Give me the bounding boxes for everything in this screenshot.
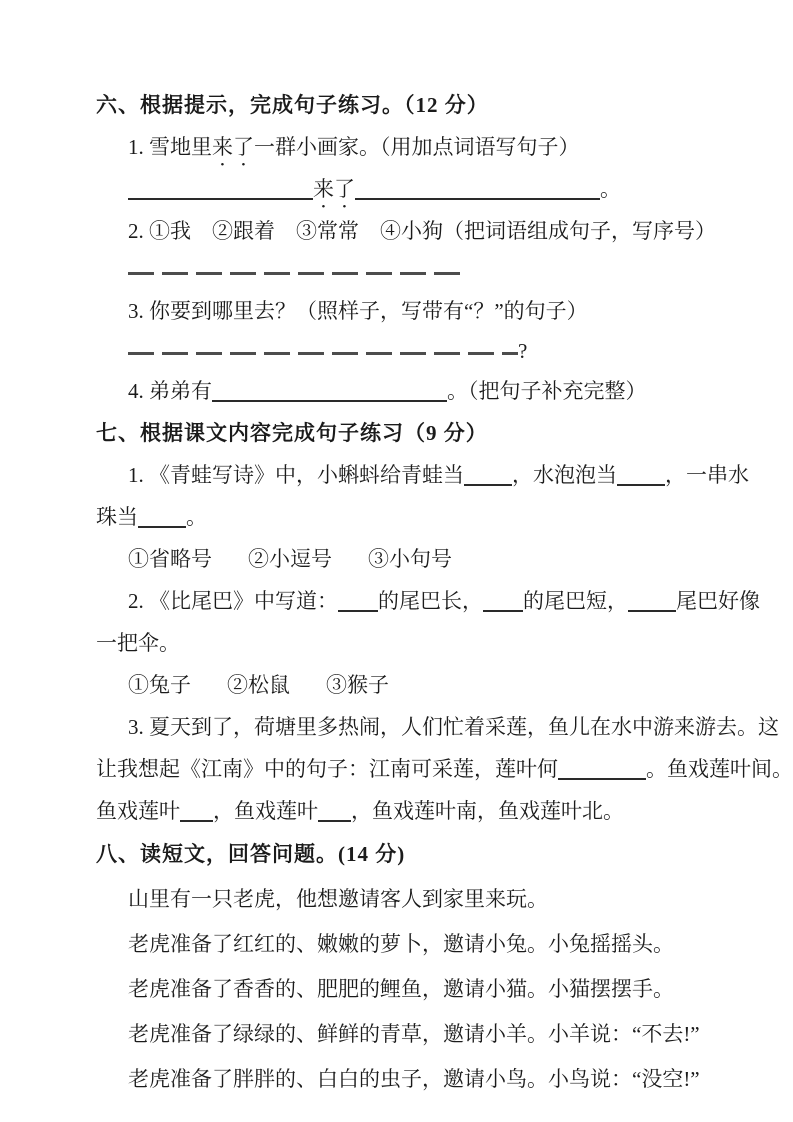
s7-q2-text-b: 的尾巴长， — [378, 589, 483, 613]
q4-prompt-prefix: 4. 弟弟有 — [128, 379, 212, 403]
q1-prompt-prefix: 1. 雪地里 — [128, 135, 212, 159]
story-line-1: 山里有一只老虎，他想邀请客人到家里来玩。 — [128, 887, 548, 911]
q3-answer-line — [96, 332, 745, 370]
section-seven-q2-line-1 — [96, 580, 760, 622]
section-seven-q2-options — [96, 664, 745, 706]
s7-q3-text-b: 。鱼戏莲叶间。 — [646, 757, 793, 781]
section-seven-q1-line-2 — [96, 496, 745, 538]
s7-q2-option-3: ③猴子 — [326, 673, 389, 697]
story-line-2: 老虎准备了红红的、嫩嫩的萝卜，邀请小兔。小兔摇摇头。 — [128, 932, 674, 956]
s7-q1-blank-2 — [617, 466, 665, 486]
s7-q1-text-e: 。 — [186, 505, 207, 529]
s7-q3-text-e: ，鱼戏莲叶南，鱼戏莲叶北。 — [351, 799, 624, 823]
q1-answer-blank-left — [128, 180, 313, 200]
s7-q3-text-c: 鱼戏莲叶 — [96, 799, 180, 823]
section-seven-q1-line-1 — [96, 454, 749, 496]
story-line-3: 老虎准备了香香的、肥肥的鲤鱼，邀请小猫。小猫摆摆手。 — [128, 977, 674, 1001]
s7-q1-option-2: ②小逗号 — [248, 547, 332, 571]
q4-prompt-suffix: 。（把句子补充完整） — [447, 379, 647, 403]
section-six-question-2: 2. ①我 ②跟着 ③常常 ④小狗（把词语组成句子，写序号） — [128, 219, 716, 243]
section-six — [96, 84, 745, 412]
section-seven — [96, 412, 793, 832]
s7-q3-blank-3 — [318, 802, 351, 822]
s7-q1-text-b: ，水泡泡当 — [512, 463, 617, 487]
s7-q3-text-d: ，鱼戏莲叶 — [213, 799, 318, 823]
s7-q3-blank-1 — [558, 760, 646, 780]
section-eight — [96, 832, 745, 1102]
s7-q2-text-a: 2. 《比尾巴》中写道： — [128, 589, 338, 613]
s7-q2-option-1: ①兔子 — [128, 673, 191, 697]
s7-q1-text-a: 1. 《青蛙写诗》中，小蝌蚪给青蛙当 — [128, 463, 464, 487]
s7-q2-option-2: ②松鼠 — [227, 673, 290, 697]
section-seven-heading: 七、根据课文内容完成句子练习（9 分） — [96, 421, 488, 445]
q1-answer-emphasized-word: 来了 — [313, 177, 355, 201]
s7-q1-text-d: 珠当 — [96, 505, 138, 529]
s7-q2-blank-2 — [483, 592, 523, 612]
s7-q2-text-d: 尾巴好像 — [676, 589, 760, 613]
s7-q1-option-1: ①省略号 — [128, 547, 212, 571]
q1-emphasized-word: 来了 — [212, 135, 254, 159]
section-six-question-3: 3. 你要到哪里去？（照样子，写带有“？”的句子） — [128, 299, 588, 323]
section-seven-q3-line-1: 3. 夏天到了，荷塘里多热闹，人们忙着采莲，鱼儿在水中游来游去。这 — [128, 715, 779, 739]
section-eight-heading: 八、读短文，回答问题。(14 分) — [96, 842, 406, 866]
section-seven-q3-line-3 — [96, 790, 745, 832]
section-six-question-1 — [96, 126, 745, 168]
story-line-4: 老虎准备了绿绿的、鲜鲜的青草，邀请小羊。小羊说：“不去!” — [128, 1022, 700, 1046]
q3-answer-question-mark: ? — [518, 339, 528, 363]
q4-answer-blank — [212, 382, 447, 402]
section-six-heading: 六、根据提示，完成句子练习。（12 分） — [96, 93, 489, 117]
s7-q1-blank-1 — [464, 466, 512, 486]
s7-q3-text-a: 让我想起《江南》中的句子：江南可采莲，莲叶何 — [96, 757, 558, 781]
section-seven-q2-line-2: 一把伞。 — [96, 631, 180, 655]
s7-q1-text-c: ，一串水 — [665, 463, 749, 487]
q1-answer-line — [96, 168, 745, 210]
s7-q2-text-c: 的尾巴短， — [523, 589, 628, 613]
q1-answer-blank-right — [355, 180, 600, 200]
q1-answer-period: 。 — [600, 177, 621, 201]
section-seven-q1-options — [96, 538, 745, 580]
s7-q2-blank-3 — [628, 592, 676, 612]
s7-q1-option-3: ③小句号 — [368, 547, 452, 571]
section-seven-q3-line-2 — [96, 748, 793, 790]
q2-answer-dashline — [128, 272, 460, 275]
s7-q2-blank-1 — [338, 592, 378, 612]
story-line-5: 老虎准备了胖胖的、白白的虫子，邀请小鸟。小鸟说：“没空!” — [128, 1067, 700, 1091]
s7-q3-blank-2 — [180, 802, 213, 822]
section-six-question-4 — [96, 370, 745, 412]
q3-answer-dashline — [128, 352, 518, 355]
q2-answer-line — [96, 252, 745, 290]
s7-q1-blank-3 — [138, 508, 186, 528]
q1-prompt-suffix: 一群小画家。（用加点词语写句子） — [254, 135, 580, 159]
